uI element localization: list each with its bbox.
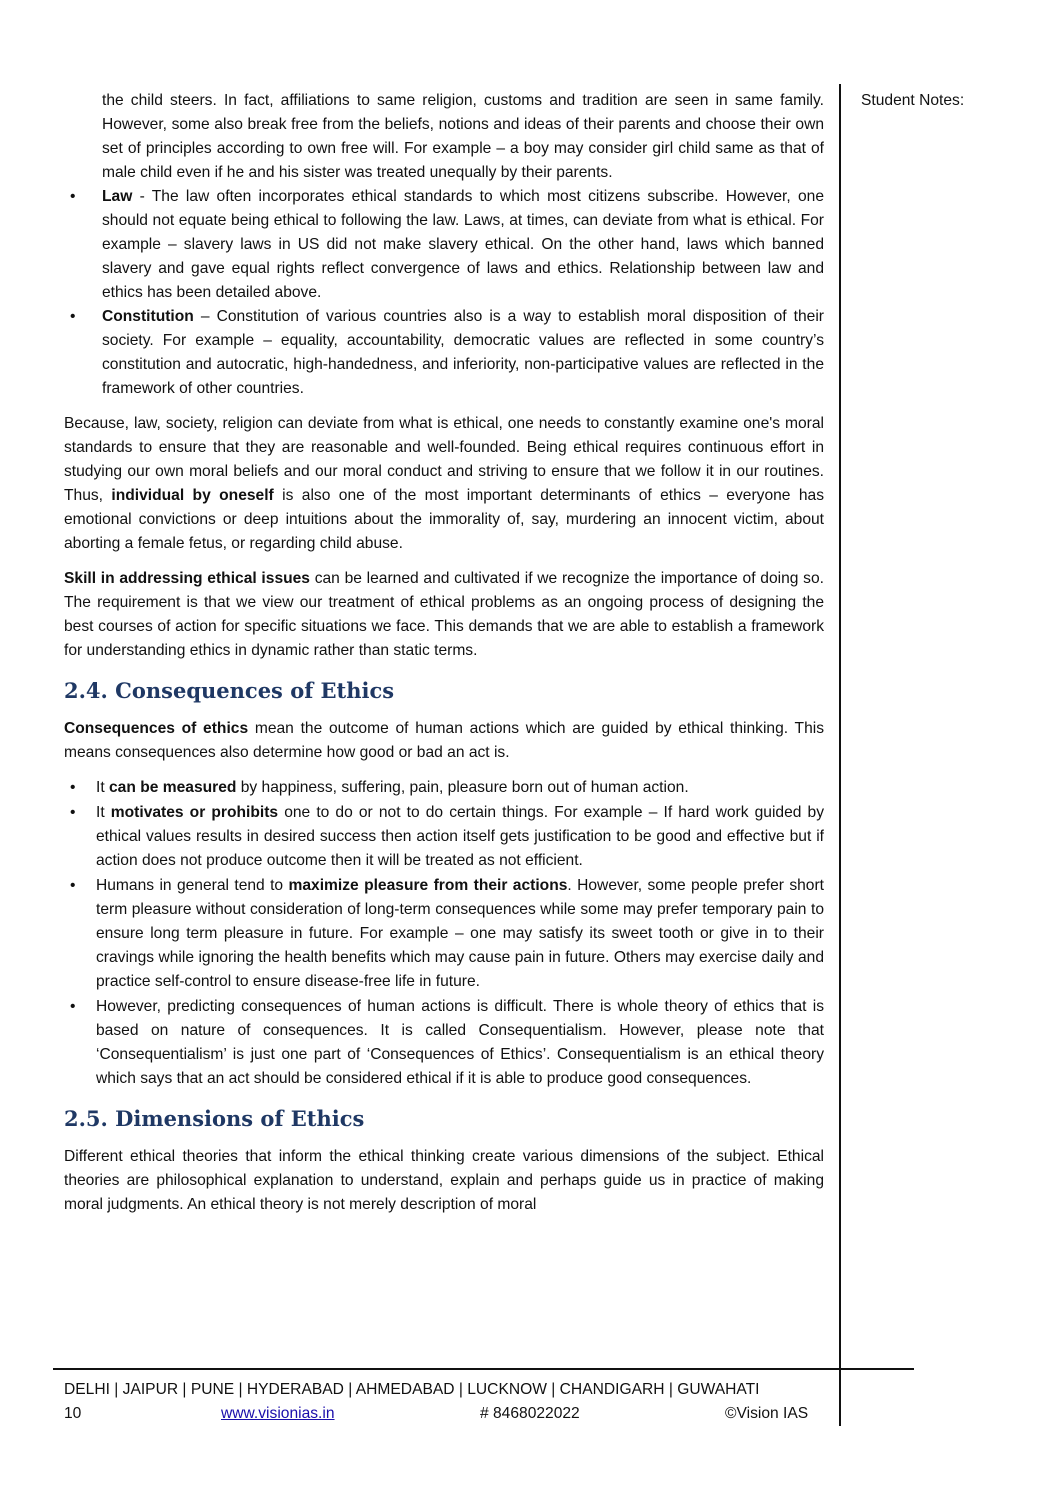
copyright: ©Vision IAS [725, 1405, 809, 1422]
footer [64, 1378, 824, 1426]
student-notes-label: Student Notes: [861, 92, 965, 109]
footer-cities: DELHI | JAIPUR | PUNE | HYDERABAD | AHMEDABAD | LUCKNOW | CHANDIGARH | GUWAHATI [64, 1381, 760, 1398]
paragraph: Different ethical theories that inform the ethical thinking create various dimensions of the subject. Ethical theories are philosophical explanation to understand, explain and perhaps guide us in practice of making moral judgments. An ethical theory is not merely description of moral [64, 1148, 824, 1213]
paragraph: Skill in addressing ethical issues can be learned and cultivated if we recognize the importance of doing so. The requirement is that we view our treatment of ethical problems as an ongoing process of designing the best courses of action for specific situations we face. This demands that we are able to establish a framework for understanding ethics in dynamic rather than static terms. [64, 570, 824, 659]
list-item: • Constitution – Constitution of various countries also is a way to establish moral disposition of their society. For example – equality, accountability, democratic values are reflected in some country’s constitution and autocratic, high-handedness, and inferiority, non-participative values are reflected in the framework of other countries. [64, 305, 824, 401]
bullet-icon: • [70, 998, 76, 1015]
consequences-list [64, 776, 824, 1091]
phone-number: # 8468022022 [480, 1405, 580, 1422]
bullet-icon: • [70, 877, 76, 894]
website-link[interactable]: www.visionias.in [221, 1405, 335, 1422]
bullet-icon: • [70, 804, 76, 821]
list-item: • It motivates or prohibits one to do or not to do certain things. For example – If hard work guided by ethical values results in desired success then action itself gets justification to be good and effective but if action does not produce outcome then it will be treated as not efficient. [64, 801, 824, 873]
page-number: 10 [64, 1405, 82, 1422]
notes-divider [839, 84, 841, 1426]
determinants-list [64, 89, 824, 401]
footer-divider [53, 1368, 914, 1370]
main-content [64, 89, 824, 1228]
section-heading: 2.5. Dimensions of Ethics [64, 1106, 365, 1131]
list-item: • Humans in general tend to maximize pleasure from their actions. However, some people prefer short term pleasure without consideration of long-term consequences while some may prefer temporary pain to ensure long term pleasure in future. For example – one may satisfy its sweet tooth or give in to their cravings while ignoring the health benefits which may cause pain in future. Others may exercise daily and practice self-control to ensure disease-free life in future. [64, 874, 824, 994]
section-heading: 2.4. Consequences of Ethics [64, 678, 395, 703]
list-item: the child steers. In fact, affiliations to same religion, customs and tradition are seen in same family. However, some also break free from the beliefs, notions and ideas of their parents and choose their own set of principles according to own free will. For example – a boy may consider girl child same as that of male child even if he and his sister was treated unequally by their parents. [102, 92, 824, 181]
bullet-icon: • [70, 188, 76, 205]
bullet-icon: • [70, 308, 76, 325]
paragraph: Consequences of ethics mean the outcome of human actions which are guided by ethical thinking. This means consequences also determine how good or bad an act is. [64, 720, 824, 761]
bullet-icon: • [70, 779, 76, 796]
list-item: • It can be measured by happiness, suffering, pain, pleasure born out of human action. [64, 776, 824, 800]
paragraph: Because, law, society, religion can deviate from what is ethical, one needs to constantly examine one's moral standards to ensure that they are reasonable and well-founded. Being ethical requires continuous effort in studying our own moral beliefs and our moral conduct and striving to ensure that we follow it in our routines. Thus, individual by oneself is also one of the most important determinants of ethics – everyone has emotional convictions or deep intuitions about the immorality of, say, murdering an innocent victim, about aborting a female fetus, or regarding child abuse. [64, 415, 824, 552]
list-item: • However, predicting consequences of human actions is difficult. There is whole theory of ethics that is based on nature of consequences. It is called Consequentialism. However, please note that ‘Consequentialism’ is just one part of ‘Consequences of Ethics’. Consequentialism is an ethical theory which says that an act should be considered ethical if it is able to produce good consequences. [64, 995, 824, 1091]
list-item: • Law - The law often incorporates ethical standards to which most citizens subscribe. However, one should not equate being ethical to following the law. Laws, at times, can deviate from what is ethical. For example – slavery laws in US did not make slavery ethical. On the other hand, laws which banned slavery and gave equal rights reflect convergence of laws and ethics. Relationship between law and ethics has been detailed above. [64, 185, 824, 305]
